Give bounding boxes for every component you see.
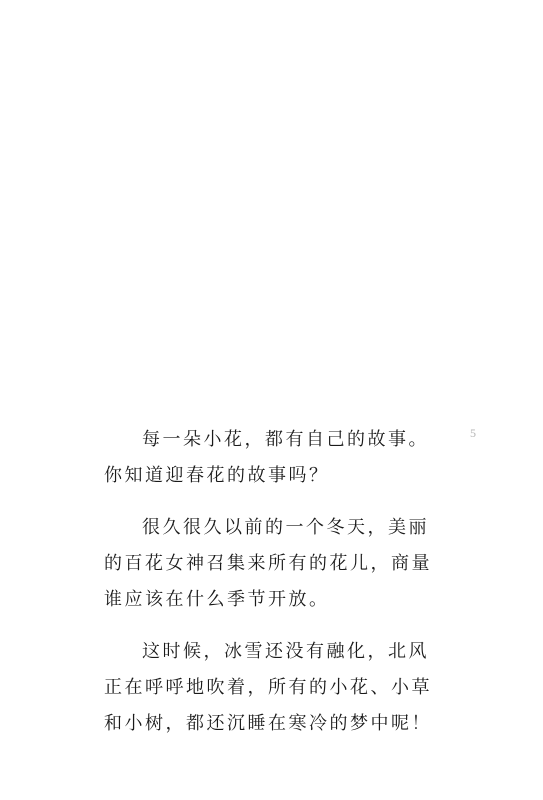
text-line: 你知道迎春花的故事吗？ [104, 465, 330, 486]
paragraph-3 [104, 634, 432, 742]
story-text [104, 422, 432, 742]
paragraph-spacer [104, 618, 424, 634]
paragraph-1 [104, 422, 429, 494]
text-line: 正在呼呼地吹着，所有的小花、小草 [104, 677, 432, 698]
text-line: 这时候，冰雪还没有融化，北风 [142, 641, 429, 662]
text-line: 每一朵小花，都有自己的故事。 [142, 429, 429, 450]
paragraph-spacer [104, 494, 424, 510]
text-line: 很久很久以前的一个冬天，美丽 [142, 517, 429, 538]
text-line: 谁应该在什么季节开放。 [104, 589, 330, 610]
text-line: 的百花女神召集来所有的花儿，商量 [104, 553, 432, 574]
text-line: 和小树，都还沉睡在寒冷的梦中呢！ [104, 713, 432, 734]
page-number: 5 [470, 426, 476, 440]
paragraph-2 [104, 510, 432, 618]
